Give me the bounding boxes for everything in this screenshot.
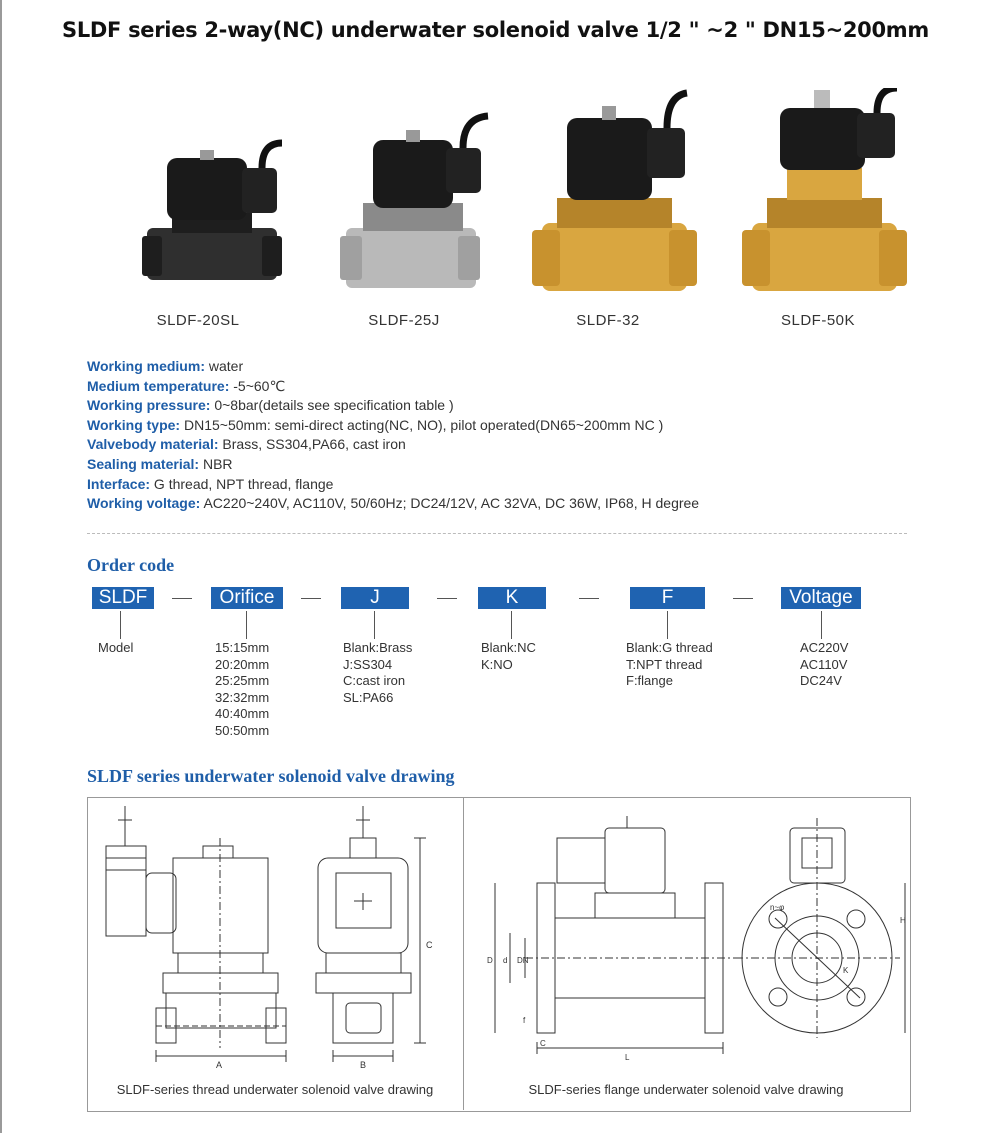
options-model: Model [98, 640, 134, 655]
code-connector [120, 611, 121, 639]
code-box-voltage: Voltage [781, 587, 861, 609]
spec-row-temperature: Medium temperature: -5~60℃ [87, 377, 286, 394]
product-sldf-20sl [112, 88, 312, 308]
dim-label-dn: DN [517, 956, 529, 965]
product-sldf-32 [522, 88, 722, 308]
code-dash [437, 598, 457, 599]
dim-label-d-large: D [487, 956, 493, 965]
dim-label-k: K [843, 966, 849, 975]
product-sldf-25j [318, 88, 518, 308]
spec-row-sealing: Sealing material: NBR [87, 455, 233, 472]
code-dash [579, 598, 599, 599]
code-dash [172, 598, 192, 599]
code-box-orifice: Orifice [211, 587, 283, 609]
dim-label-b: B [360, 1060, 367, 1070]
product-sldf-50k [732, 88, 932, 308]
code-box-model: SLDF [92, 587, 154, 609]
valve-photo-50k [732, 88, 932, 298]
valve-photo-32 [522, 88, 722, 298]
valve-body-shape [147, 228, 277, 280]
drawing-divider [463, 797, 464, 1110]
dim-label-a: A [216, 1060, 223, 1070]
product-name: SLDF-25J [368, 312, 440, 329]
product-name: SLDF-32 [576, 312, 640, 329]
spec-row-type: Working type: DN15~50mm: semi-direct acting(NC, NO), pilot operated(DN65~200mm NC ) [87, 416, 664, 433]
code-connector [821, 611, 822, 639]
options-orifice: 15:15mm 20:20mm 25:25mm 32:32mm 40:40mm 50:50mm [215, 640, 270, 738]
page-title: SLDF series 2-way(NC) underwater solenoid valve 1/2 " ~2 " DN15~200mm [62, 18, 929, 42]
spec-list [87, 357, 699, 514]
spec-row-medium: Working medium: water [87, 358, 244, 374]
drawing-heading: SLDF series underwater solenoid valve drawing [87, 766, 455, 786]
code-connector [246, 611, 247, 639]
code-box-interface: F [630, 587, 705, 609]
code-connector [667, 611, 668, 639]
dim-label-f: f [523, 1016, 526, 1025]
code-dash [733, 598, 753, 599]
thread-drawing-caption: SLDF-series thread underwater solenoid valve drawing [116, 1082, 434, 1097]
dim-label-c: C [540, 1039, 546, 1048]
code-connector [374, 611, 375, 639]
code-dash [301, 598, 321, 599]
options-voltage: AC220V AC110V DC24V [800, 640, 849, 689]
dim-label-c: C [426, 940, 433, 950]
dim-label-l: L [625, 1053, 630, 1062]
dim-label-d-small: d [503, 956, 508, 965]
spec-row-pressure: Working pressure: 0~8bar(details see specification table ) [87, 397, 454, 414]
dim-label-n-phi: n~φ [770, 903, 785, 912]
options-interface: Blank:G thread T:NPT thread F:flange [626, 640, 713, 689]
valve-photo-20sl [112, 88, 312, 298]
options-material: Blank:Brass J:SS304 C:cast iron SL:PA66 [343, 640, 413, 705]
flange-valve-drawing [465, 798, 907, 1078]
flange-drawing-caption: SLDF-series flange underwater solenoid valve drawing [528, 1082, 844, 1097]
product-name: SLDF-20SL [156, 312, 240, 329]
code-box-material: J [341, 587, 409, 609]
product-name: SLDF-50K [780, 312, 856, 329]
thread-valve-drawing [88, 798, 462, 1078]
options-type: Blank:NC K:NO [481, 640, 536, 672]
left-edge-line [0, 0, 2, 1133]
code-connector [511, 611, 512, 639]
order-code-heading: Order code [87, 555, 175, 575]
spec-row-interface: Interface: G thread, NPT thread, flange [87, 475, 334, 492]
dotted-divider [87, 533, 907, 534]
spec-row-voltage: Working voltage: AC220~240V, AC110V, 50/60Hz; DC24/12V, AC 32VA, DC 36W, IP68, H degree [87, 495, 700, 512]
dim-label-h: H [900, 916, 906, 925]
code-box-type: K [478, 587, 546, 609]
valve-photo-25j [318, 88, 518, 298]
spec-row-body-material: Valvebody material: Brass, SS304,PA66, cast iron [87, 436, 406, 453]
